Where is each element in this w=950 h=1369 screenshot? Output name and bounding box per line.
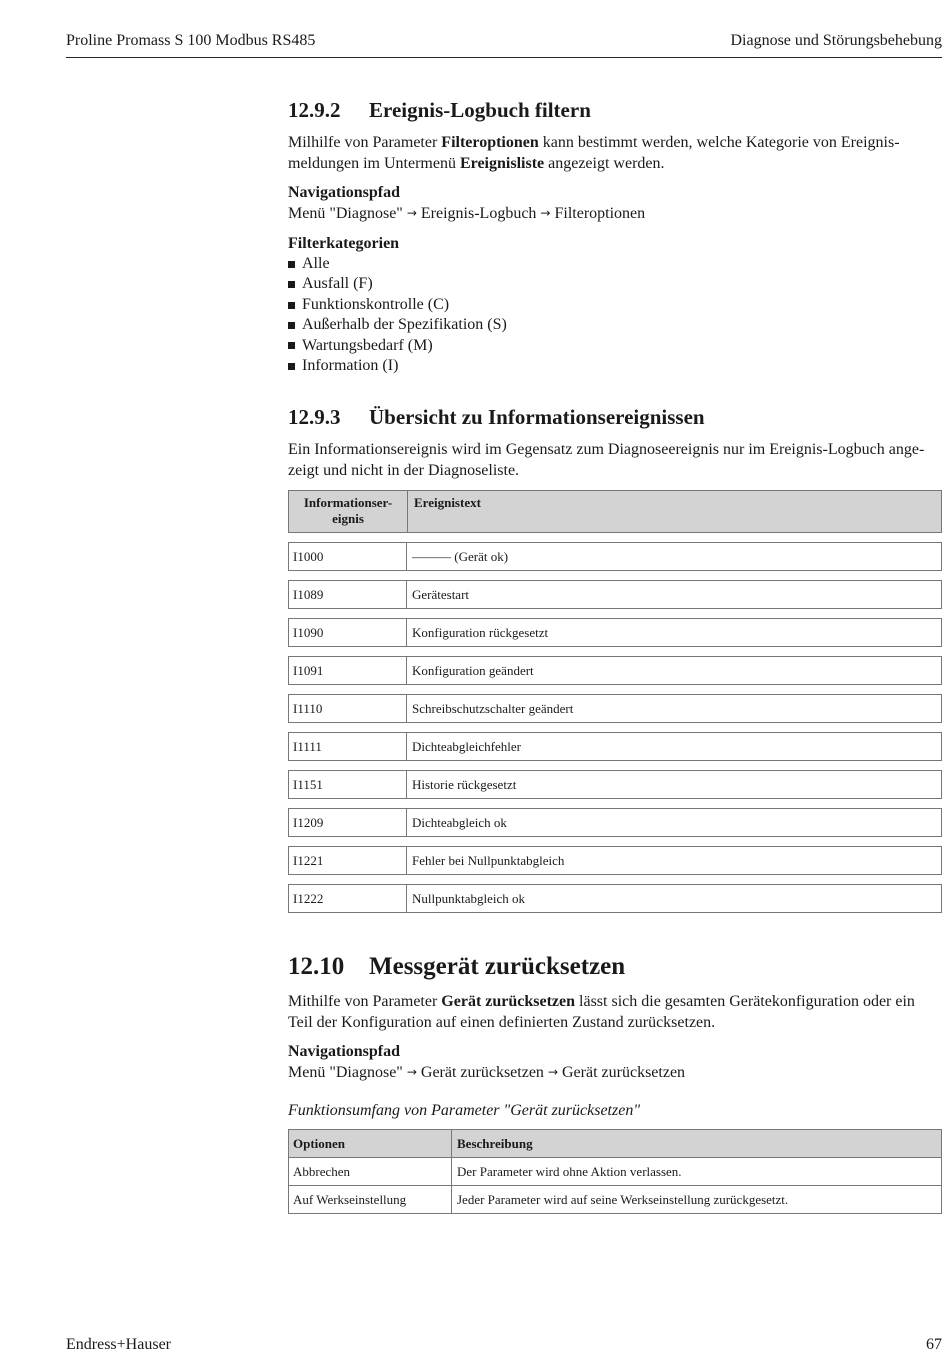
table-row: I1221 Fehler bei Nullpunktabgleich <box>288 846 942 875</box>
arrow-right-icon: → <box>547 1065 558 1080</box>
list-item: Alle <box>288 254 942 274</box>
table-header <box>289 1130 941 1157</box>
table-caption: Funktionsumfang von Parameter "Gerät zurücksetzen" <box>288 1102 641 1120</box>
bullet-square-icon <box>288 342 295 349</box>
table-row: I1090 Konfiguration rückgesetzt <box>288 618 942 647</box>
header-rule <box>66 57 942 58</box>
table-row: I1000 ——— (Gerät ok) <box>288 542 942 571</box>
column-header-event-text: Ereignistext <box>414 495 481 511</box>
bullet-square-icon <box>288 363 295 370</box>
table-row: Abbrechen Der Parameter wird ohne Aktion verlassen. <box>289 1157 941 1185</box>
section-heading-12-9-2: 12.9.2 Ereignis-Logbuch filtern <box>288 98 591 122</box>
nav-path: Menü "Diagnose" → Gerät zurücksetzen → Gerät zurücksetzen <box>288 1064 686 1082</box>
table-row: I1111 Dichteabgleichfehler <box>288 732 942 761</box>
list-item: Ausfall (F) <box>288 274 942 294</box>
table-row: I1089 Gerätestart <box>288 580 942 609</box>
bullet-square-icon <box>288 322 295 329</box>
section-heading-12-10: 12.10 Messgerät zurücksetzen <box>288 953 626 981</box>
section-intro: Mithilfe von Parameter Gerät zurücksetzen lässt sich die gesamten Gerätekonfiguration oder ein Teil der Konfiguration auf einen definierten Zustand zurücksetzen. <box>288 993 915 1032</box>
arrow-right-icon: → <box>406 206 417 220</box>
arrow-right-icon: → <box>540 206 551 220</box>
info-events-table <box>288 490 942 913</box>
nav-path-label: Navigationspfad <box>288 1043 401 1061</box>
filter-categories-label: Filterkategorien <box>288 235 400 252</box>
bullet-square-icon <box>288 302 295 309</box>
section-intro: Milhilfe von Parameter Filteroptionen kann bestimmt werden, welche Kategorie von Ereignis- meldungen im Untermenü Ereignisliste angezeigt werden. <box>288 134 900 172</box>
header-chapter-title: Diagnose und Störungsbehebung <box>730 32 942 49</box>
section-heading-12-9-3: 12.9.3 Übersicht zu Informationsereignissen <box>288 405 705 430</box>
section-intro: Ein Informationsereignis wird im Gegensatz zum Diagnoseereignis nur im Ereignis-Logbuch ange- zeigt und nicht in der Diagnoseliste. <box>288 441 925 480</box>
table-row: I1110 Schreibschutzschalter geändert <box>288 694 942 723</box>
column-header-description: Beschreibung <box>457 1136 533 1152</box>
page-content <box>288 96 942 1214</box>
list-item: Wartungsbedarf (M) <box>288 336 942 356</box>
column-header-options: Optionen <box>289 1130 452 1157</box>
footer-company: Endress+Hauser <box>66 1336 171 1353</box>
list-item: Funktionskontrolle (C) <box>288 295 942 315</box>
table-row: I1209 Dichteabgleich ok <box>288 808 942 837</box>
reset-options-table <box>288 1129 942 1214</box>
filter-categories-list <box>288 254 942 376</box>
bullet-square-icon <box>288 281 295 288</box>
nav-path: Menü "Diagnose" → Ereignis-Logbuch → Filteroptionen <box>288 205 646 222</box>
footer-page-number: 67 <box>926 1336 942 1353</box>
table-row: I1222 Nullpunktabgleich ok <box>288 884 942 913</box>
table-row: Auf Werkseinstellung Jeder Parameter wird auf seine Werkseinstellung zurückgesetzt. <box>289 1185 941 1213</box>
arrow-right-icon: → <box>406 1065 417 1080</box>
bullet-square-icon <box>288 261 295 268</box>
table-row: I1091 Konfiguration geändert <box>288 656 942 685</box>
table-row: I1151 Historie rückgesetzt <box>288 770 942 799</box>
nav-path-label: Navigationspfad <box>288 184 401 201</box>
list-item: Außerhalb der Spezifikation (S) <box>288 315 942 335</box>
table-header <box>288 490 942 533</box>
list-item: Information (I) <box>288 356 942 376</box>
column-header-event: Informationser- eignis <box>289 491 408 532</box>
header-doc-title: Proline Promass S 100 Modbus RS485 <box>66 32 316 49</box>
